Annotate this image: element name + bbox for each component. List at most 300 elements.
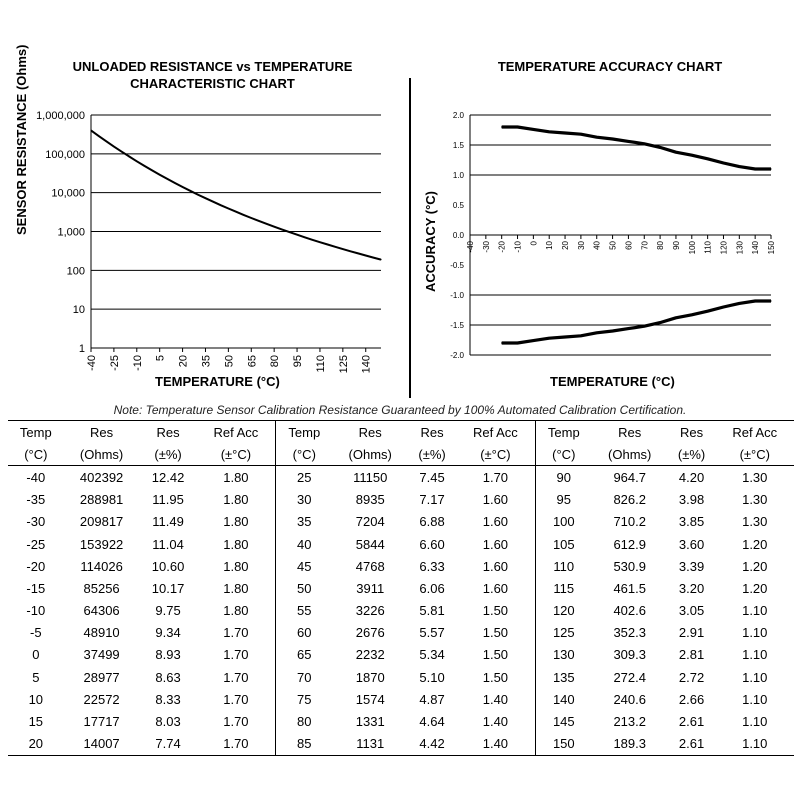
table-cell: 1.50 (482, 647, 509, 663)
table-cell: 1.60 (482, 492, 509, 508)
resistance-data-point (151, 170, 152, 171)
resistance-y-tick-label: 1,000,000 (36, 110, 85, 122)
accuracy-data-point-lower (533, 340, 534, 341)
table-cell: 826.2 (613, 492, 646, 508)
table-cell: 2.81 (678, 647, 705, 663)
table-cell: 1.40 (456, 733, 535, 756)
table-header-cell: Res (140, 421, 197, 444)
table-cell: 85 (276, 733, 333, 756)
resistance-data-point (113, 146, 114, 147)
table-cell: 5 (32, 669, 40, 685)
resistance-x-tick-label: 20 (177, 355, 190, 368)
accuracy-y-tick-label: 1.0 (452, 171, 464, 180)
accuracy-data-point-lower (723, 306, 724, 307)
table-row (8, 533, 794, 555)
table-cell: 20 (8, 733, 64, 756)
table-cell: 1.60 (482, 580, 509, 596)
accuracy-data-point-upper (549, 131, 550, 132)
table-cell: 6.06 (419, 580, 445, 596)
accuracy-data-point-upper (770, 168, 771, 169)
table-cell: 153922 (79, 536, 124, 552)
resistance-x-tick-label: 35 (200, 355, 213, 368)
table-cell: 2.61 (678, 714, 705, 730)
table-cell: 2676 (355, 625, 385, 641)
table-cell: 461.5 (613, 580, 646, 596)
table-row (8, 733, 794, 756)
table-cell: 1.10 (742, 603, 768, 619)
accuracy-data-point-upper (723, 162, 724, 163)
table-header-cell: (°C) (276, 443, 333, 466)
table-cell: 105 (535, 533, 592, 555)
accuracy-x-tick-label: 10 (545, 241, 555, 250)
table-cell: 209817 (79, 514, 124, 530)
resistance-y-tick-label: 10,000 (51, 187, 85, 200)
accuracy-x-tick-label: 40 (592, 241, 602, 250)
table-cell: -15 (26, 580, 46, 596)
table-cell: 135 (535, 666, 592, 688)
table-cell: 100 (535, 511, 592, 533)
table-row (8, 555, 794, 577)
table-cell: 272.4 (613, 669, 646, 685)
table-cell: 95 (535, 489, 592, 511)
table-cell: 3.85 (678, 514, 705, 530)
table-cell: 2.61 (668, 733, 716, 756)
table-cell: 130 (535, 644, 592, 666)
table-cell: 1131 (332, 733, 408, 756)
table-cell: 8.03 (155, 714, 181, 730)
table-units-row (8, 443, 794, 466)
table-cell: 1.50 (482, 625, 509, 641)
resistance-data-point (342, 248, 343, 249)
table-cell: 80 (276, 710, 333, 732)
table-cell: 120 (535, 600, 592, 622)
table-cell: 4.87 (419, 691, 445, 707)
table-cell: 7.74 (140, 733, 197, 756)
accuracy-data-point-upper (517, 126, 518, 127)
accuracy-x-tick-label: 50 (608, 241, 618, 250)
table-header-cell: (±°C) (197, 443, 276, 466)
resistance-data-point (365, 255, 366, 256)
table-cell: 1.60 (482, 558, 509, 574)
table-row (8, 511, 794, 533)
accuracy-data-point-upper (596, 137, 597, 138)
accuracy-x-tick-label: -10 (513, 241, 523, 253)
table-cell: 213.2 (613, 714, 646, 730)
table-cell: 6.88 (419, 514, 445, 530)
table-row (8, 466, 794, 489)
resistance-data-point (243, 214, 244, 215)
table-cell: 3.60 (678, 536, 705, 552)
table-cell: 6.33 (419, 558, 445, 574)
table-cell: 1870 (355, 669, 385, 685)
accuracy-data-point-lower (691, 314, 692, 315)
table-row (8, 577, 794, 599)
table-cell: 28977 (83, 669, 120, 685)
resistance-data-point (174, 182, 175, 183)
resistance-x-tick-label: -40 (86, 355, 98, 371)
table-cell: 1.70 (482, 469, 509, 485)
resistance-data-point (121, 151, 122, 152)
table-cell: 2232 (355, 647, 385, 663)
table-cell: 48910 (83, 625, 120, 641)
table-header-cell: Temp (276, 421, 333, 444)
table-cell: 40 (276, 533, 333, 555)
accuracy-data-point-lower (755, 300, 756, 301)
calibration-table-header (8, 421, 794, 466)
table-cell: 1.60 (482, 536, 509, 552)
table-cell: 22572 (83, 691, 120, 707)
table-cell: 1.70 (223, 669, 249, 685)
resistance-chart-y-axis-label: SENSOR RESISTANCE (Ohms) (14, 44, 29, 235)
accuracy-curve-lower (502, 301, 771, 343)
resistance-data-point (144, 165, 145, 166)
accuracy-y-tick-label: 0.5 (452, 201, 464, 210)
accuracy-chart-x-axis-label: TEMPERATURE (°C) (550, 374, 675, 389)
resistance-x-tick-label: 95 (292, 355, 305, 368)
resistance-y-tick-label: 100 (66, 265, 85, 278)
resistance-data-point (159, 174, 160, 175)
resistance-chart-title-line-2: CHARACTERISTIC CHART (130, 76, 295, 91)
accuracy-x-tick-label: 0 (529, 241, 539, 246)
resistance-x-tick-label: 5 (154, 355, 167, 362)
accuracy-x-tick-label: 150 (767, 241, 776, 255)
accuracy-x-tick-label: 90 (671, 241, 681, 250)
table-cell: 1.70 (223, 625, 249, 641)
accuracy-data-point-upper (660, 147, 661, 148)
accuracy-y-tick-label: -1.5 (450, 321, 464, 330)
accuracy-x-tick-label: 130 (735, 241, 745, 255)
resistance-x-tick-label: 125 (337, 355, 350, 374)
table-cell: 1.70 (223, 714, 249, 730)
table-cell: 1.80 (223, 492, 249, 508)
table-cell: 3.05 (678, 603, 705, 619)
table-cell: 17717 (83, 714, 120, 730)
resistance-chart-x-axis-label: TEMPERATURE (°C) (155, 374, 280, 389)
table-cell: 5.10 (419, 669, 445, 685)
table-cell: 1.10 (742, 625, 768, 641)
table-cell: 5.34 (419, 647, 445, 663)
table-header-cell: Res (668, 421, 716, 444)
accuracy-data-point-lower (770, 300, 771, 301)
table-cell: 7204 (355, 514, 385, 530)
table-cell: 9.75 (155, 603, 181, 619)
resistance-y-tick-label: 10 (72, 304, 85, 317)
table-cell: -25 (26, 536, 46, 552)
resistance-x-tick-label: 110 (314, 355, 327, 373)
table-cell: 8.33 (155, 691, 181, 707)
table-cell: 35 (276, 511, 333, 533)
table-cell: -20 (26, 558, 46, 574)
accuracy-data-point-lower (675, 317, 676, 318)
resistance-data-point (213, 201, 214, 202)
table-cell: 125 (535, 622, 592, 644)
table-cell: 75 (276, 688, 333, 710)
accuracy-x-tick-label: 140 (751, 241, 761, 255)
table-cell: 5844 (355, 536, 385, 552)
resistance-data-point (205, 198, 206, 199)
table-cell: 1.10 (742, 669, 768, 685)
table-header-cell: (±%) (140, 443, 197, 466)
resistance-data-point (319, 242, 320, 243)
table-cell: 30 (276, 489, 333, 511)
table-cell: 1.10 (742, 714, 768, 730)
accuracy-data-point-lower (660, 322, 661, 323)
table-cell: 145 (535, 710, 592, 732)
table-header-cell: (Ohms) (64, 443, 140, 466)
table-cell: 402.6 (613, 603, 646, 619)
table-cell: 1.30 (742, 469, 768, 485)
accuracy-data-point-lower (596, 332, 597, 333)
table-cell: 4768 (355, 558, 385, 574)
table-row (8, 666, 794, 688)
resistance-data-point (258, 220, 259, 221)
table-cell: 3.20 (678, 580, 705, 596)
resistance-x-tick-label: 80 (269, 355, 282, 368)
resistance-data-point (129, 156, 130, 157)
resistance-x-tick-label: 50 (223, 355, 236, 368)
table-cell: 7.17 (419, 492, 445, 508)
table-row (8, 489, 794, 511)
accuracy-data-point-lower (739, 303, 740, 304)
table-cell: 1.20 (742, 558, 768, 574)
table-cell: 8935 (355, 492, 385, 508)
table-cell: 3226 (355, 603, 385, 619)
table-cell: 1.50 (482, 669, 509, 685)
table-header-cell: Ref Acc (197, 421, 276, 444)
resistance-y-tick-label: 1,000 (57, 226, 85, 239)
table-cell: 1.20 (742, 536, 768, 552)
table-cell: 1.80 (223, 536, 249, 552)
table-cell: 4.42 (408, 733, 456, 756)
table-cell: 65 (276, 644, 333, 666)
table-cell: 3.98 (678, 492, 705, 508)
resistance-data-point (251, 217, 252, 218)
accuracy-x-tick-label: 80 (656, 241, 666, 250)
resistance-chart-title-line-1: UNLOADED RESISTANCE vs TEMPERATURE (72, 59, 353, 74)
table-cell: 1.80 (223, 514, 249, 530)
resistance-data-point (312, 239, 313, 240)
table-row (8, 644, 794, 666)
resistance-data-point (167, 178, 168, 179)
table-cell: -30 (26, 514, 46, 530)
table-cell: 60 (276, 622, 333, 644)
table-cell: 4.20 (678, 469, 705, 485)
table-cell: 1.40 (482, 714, 509, 730)
table-header-cell: (°C) (8, 443, 64, 466)
accuracy-data-point-lower (612, 330, 613, 331)
accuracy-data-point-lower (564, 336, 565, 337)
accuracy-data-point-upper (644, 143, 645, 144)
table-cell: 11150 (353, 469, 388, 485)
resistance-curve (91, 130, 381, 259)
table-cell: 11.04 (152, 536, 184, 552)
resistance-data-point (281, 229, 282, 230)
table-cell: 530.9 (613, 558, 646, 574)
resistance-y-tick-label: 1 (78, 343, 85, 355)
table-cell: 189.3 (592, 733, 668, 756)
table-header-cell: (±°C) (716, 443, 794, 466)
resistance-data-point (335, 246, 336, 247)
table-header-row (8, 421, 794, 444)
table-cell: 3.39 (678, 558, 705, 574)
table-cell: 710.2 (613, 514, 646, 530)
table-cell: 1.70 (223, 691, 249, 707)
resistance-data-point (220, 205, 221, 206)
table-cell: 1.80 (223, 580, 249, 596)
table-cell: 240.6 (613, 691, 646, 707)
accuracy-data-point-lower (580, 335, 581, 336)
accuracy-data-point-lower (644, 326, 645, 327)
table-cell: 5.57 (419, 625, 445, 641)
accuracy-y-tick-label: -2.0 (450, 351, 464, 360)
table-cell: -10 (26, 603, 46, 619)
accuracy-x-tick-label: 20 (561, 241, 571, 250)
accuracy-data-point-upper (628, 141, 629, 142)
accuracy-data-point-lower (517, 342, 518, 343)
accuracy-data-point-upper (675, 152, 676, 153)
table-row (8, 622, 794, 644)
resistance-data-point (304, 237, 305, 238)
table-cell: 1.40 (482, 691, 509, 707)
accuracy-chart-y-axis-label: ACCURACY (°C) (423, 190, 438, 292)
table-row (8, 600, 794, 622)
table-header-cell: Res (592, 421, 668, 444)
accuracy-y-tick-label: -0.5 (450, 261, 464, 270)
accuracy-data-point-lower (628, 328, 629, 329)
resistance-data-point (358, 253, 359, 254)
table-cell: 1.10 (716, 733, 794, 756)
table-cell: 115 (535, 577, 592, 599)
table-header-cell: (Ohms) (332, 443, 408, 466)
resistance-data-point (296, 234, 297, 235)
table-header-cell: Res (64, 421, 140, 444)
table-cell: 8.93 (155, 647, 181, 663)
accuracy-x-tick-label: 120 (719, 241, 729, 255)
table-header-cell: (±%) (408, 443, 456, 466)
resistance-data-point (266, 223, 267, 224)
resistance-data-point (136, 161, 137, 162)
resistance-data-point (380, 259, 381, 260)
accuracy-data-point-upper (691, 155, 692, 156)
table-cell: 1.30 (742, 514, 768, 530)
table-cell: 85256 (83, 580, 120, 596)
accuracy-data-point-lower (549, 338, 550, 339)
table-cell: 10 (28, 691, 44, 707)
table-row (8, 710, 794, 732)
accuracy-chart-title: TEMPERATURE ACCURACY CHART (497, 59, 723, 74)
resistance-data-point (327, 244, 328, 245)
accuracy-x-tick-label: 70 (640, 241, 650, 250)
table-row (8, 688, 794, 710)
table-cell: 4.64 (419, 714, 445, 730)
accuracy-data-point-upper (707, 158, 708, 159)
table-cell: 1.30 (742, 492, 768, 508)
resistance-data-point (289, 232, 290, 233)
resistance-data-point (106, 141, 107, 142)
table-cell: 612.9 (613, 536, 646, 552)
table-cell: 70 (276, 666, 333, 688)
accuracy-y-tick-label: 2.0 (452, 111, 464, 120)
table-header-cell: (±°C) (456, 443, 535, 466)
resistance-x-tick-label: -10 (131, 355, 144, 371)
accuracy-data-point-lower (501, 342, 502, 343)
accuracy-data-point-upper (564, 132, 565, 133)
table-cell: 14007 (64, 733, 140, 756)
table-cell: -35 (26, 492, 46, 508)
table-cell: 2.91 (678, 625, 705, 641)
accuracy-curve-upper (502, 127, 771, 169)
table-cell: 3911 (356, 580, 385, 596)
table-cell: 288981 (79, 492, 124, 508)
calibration-note: Note: Temperature Sensor Calibration Resistance Guaranteed by 100% Automated Calibration Certification. (113, 403, 687, 417)
table-header-cell: Res (332, 421, 408, 444)
resistance-data-point (373, 257, 374, 258)
accuracy-x-tick-label: 30 (576, 241, 586, 250)
accuracy-x-tick-label: -20 (497, 241, 507, 253)
table-cell: 6.60 (419, 536, 445, 552)
table-cell: 114026 (80, 558, 123, 574)
table-cell: 12.42 (151, 469, 185, 485)
table-cell: 2.72 (678, 669, 705, 685)
table-cell: 1.80 (223, 558, 249, 574)
table-cell: 15 (28, 714, 44, 730)
resistance-data-point (190, 190, 191, 191)
table-cell: 150 (535, 733, 592, 756)
accuracy-y-tick-label: 0.0 (452, 231, 464, 240)
table-cell: 10.60 (151, 558, 185, 574)
table-cell: 1.10 (742, 647, 768, 663)
table-header-cell: Temp (8, 421, 64, 444)
accuracy-data-point-lower (707, 311, 708, 312)
table-cell: 7.45 (419, 469, 445, 485)
accuracy-x-tick-label: 100 (687, 241, 697, 255)
calibration-table-body (8, 466, 794, 755)
table-cell: 1574 (355, 691, 385, 707)
table-cell: 8.63 (155, 669, 181, 685)
table-cell: 110 (535, 555, 592, 577)
accuracy-data-point-upper (580, 134, 581, 135)
accuracy-data-point-upper (739, 166, 740, 167)
accuracy-data-point-upper (533, 129, 534, 130)
accuracy-x-tick-label: 60 (624, 241, 634, 250)
accuracy-x-tick-label: -40 (466, 241, 475, 253)
table-cell: 1331 (355, 714, 385, 730)
accuracy-data-point-upper (501, 126, 502, 127)
table-header-cell: (°C) (535, 443, 592, 466)
table-cell: 2.66 (678, 691, 705, 707)
table-cell: 90 (535, 466, 592, 489)
table-cell: 11.49 (152, 514, 184, 530)
table-cell: 352.3 (613, 625, 646, 641)
resistance-data-point (98, 135, 99, 136)
accuracy-data-point-upper (755, 168, 756, 169)
table-cell: 5.81 (419, 603, 445, 619)
resistance-data-point (350, 251, 351, 252)
table-cell: -5 (30, 625, 42, 641)
resistance-x-tick-label: -25 (108, 355, 121, 371)
resistance-data-point (182, 186, 183, 187)
table-cell: 140 (535, 688, 592, 710)
table-cell: 1.80 (223, 603, 249, 619)
resistance-data-point (90, 130, 91, 131)
resistance-data-point (228, 208, 229, 209)
table-cell: -40 (26, 469, 46, 485)
table-header-cell: (Ohms) (592, 443, 668, 466)
table-cell: 55 (276, 600, 333, 622)
table-cell: 964.7 (613, 469, 646, 485)
table-cell: 1.70 (223, 647, 249, 663)
table-cell: 64306 (83, 603, 120, 619)
